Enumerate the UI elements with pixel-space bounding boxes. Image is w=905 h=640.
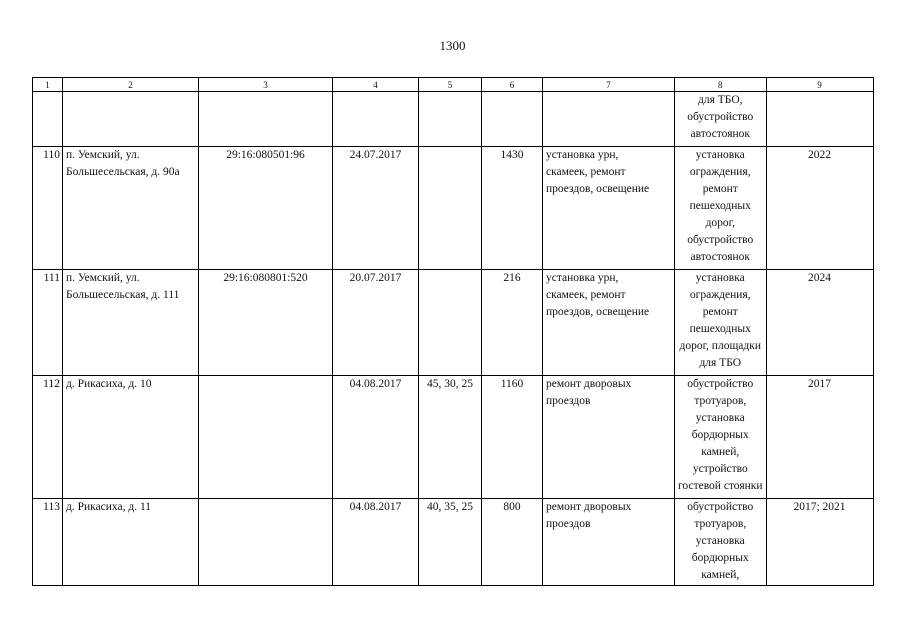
- year-cell: 2024: [766, 270, 873, 376]
- cadastral-number-cell: [199, 499, 333, 586]
- cell-text-line: д. Рикасиха, д. 10: [66, 378, 152, 390]
- row-number-cell: 113: [33, 499, 63, 586]
- cell-text-line: обустройство: [687, 234, 754, 246]
- cell-text-line: ограждения,: [689, 166, 751, 178]
- cell-text-line: камней,: [701, 569, 740, 581]
- planned-works-cell: [675, 499, 767, 586]
- cell-text-line: установка урн,: [546, 272, 619, 284]
- address-cell: [63, 92, 199, 147]
- works-cell: [543, 92, 675, 147]
- dimensions-cell: [419, 270, 482, 376]
- cell-text-line: ремонт дворовых: [546, 501, 632, 513]
- cadastral-number-cell: 29:16:080801:520: [199, 270, 333, 376]
- row-number-cell: 110: [33, 147, 63, 270]
- dimensions-cell: [419, 92, 482, 147]
- dimensions-cell: 40, 35, 25: [419, 499, 482, 586]
- works-cell: [543, 376, 675, 499]
- date-cell: [333, 92, 419, 147]
- cell-text-line: автостоянок: [690, 128, 750, 140]
- cell-text-line: установка: [695, 535, 745, 547]
- cell-text-line: для ТБО: [699, 357, 742, 369]
- cell-text-line: обустройство: [687, 378, 754, 390]
- column-header: 6: [482, 78, 543, 92]
- cell-text-line: проездов, освещение: [546, 183, 650, 195]
- cell-text-line: устройство: [692, 463, 748, 475]
- cadastral-number-cell: 29:16:080501:96: [199, 147, 333, 270]
- cell-text-line: установка урн,: [546, 149, 619, 161]
- address-cell: [63, 499, 199, 586]
- works-cell: [543, 499, 675, 586]
- cell-text-line: скамеек, ремонт: [546, 166, 626, 178]
- planned-works-cell: [675, 270, 767, 376]
- cell-text-line: бордюрных: [691, 552, 749, 564]
- area-cell: 216: [482, 270, 543, 376]
- table-row: [33, 376, 874, 499]
- row-number-cell: 112: [33, 376, 63, 499]
- cell-text-line: установка: [695, 412, 745, 424]
- address-cell: [63, 147, 199, 270]
- address-cell: [63, 270, 199, 376]
- area-cell: 1430: [482, 147, 543, 270]
- cell-text-line: установка: [695, 272, 745, 284]
- cell-text-line: пешеходных: [689, 323, 751, 335]
- date-cell: 24.07.2017: [333, 147, 419, 270]
- cell-text-line: тротуаров,: [694, 518, 747, 530]
- page-number: 1300: [439, 38, 466, 53]
- cell-text-line: п. Уемский, ул.: [66, 149, 140, 161]
- planned-works-cell: [675, 147, 767, 270]
- area-cell: [482, 92, 543, 147]
- area-cell: 800: [482, 499, 543, 586]
- cell-text-line: обустройство: [687, 501, 754, 513]
- column-header: 3: [199, 78, 333, 92]
- row-number-cell: 111: [33, 270, 63, 376]
- year-cell: 2017; 2021: [766, 499, 873, 586]
- cell-text-line: дорог,: [705, 217, 735, 229]
- date-cell: 04.08.2017: [333, 376, 419, 499]
- table-row: [33, 270, 874, 376]
- cell-text-line: ремонт: [702, 306, 738, 318]
- column-header: 7: [543, 78, 675, 92]
- register-table: [32, 77, 874, 586]
- cell-text-line: установка: [695, 149, 745, 161]
- cell-text-line: скамеек, ремонт: [546, 289, 626, 301]
- date-cell: 04.08.2017: [333, 499, 419, 586]
- cell-text-line: бордюрных: [691, 429, 749, 441]
- table-row: [33, 499, 874, 586]
- cell-text-line: тротуаров,: [694, 395, 747, 407]
- cadastral-number-cell: [199, 92, 333, 147]
- cell-text-line: гостевой стоянки: [678, 480, 763, 492]
- dimensions-cell: [419, 147, 482, 270]
- cell-text-line: Большесельская, д. 90а: [66, 166, 180, 178]
- cell-text-line: ограждения,: [689, 289, 751, 301]
- works-cell: [543, 147, 675, 270]
- column-header: 2: [63, 78, 199, 92]
- row-number-cell: [33, 92, 63, 147]
- cell-text-line: проездов: [546, 518, 591, 530]
- cell-text-line: для ТБО,: [698, 94, 743, 106]
- table-body: [33, 92, 874, 586]
- cell-text-line: ремонт дворовых: [546, 378, 632, 390]
- works-cell: [543, 270, 675, 376]
- cell-text-line: п. Уемский, ул.: [66, 272, 140, 284]
- cell-text-line: д. Рикасиха, д. 11: [66, 501, 152, 513]
- table-row: [33, 92, 874, 147]
- year-cell: 2017: [766, 376, 873, 499]
- table-row: [33, 147, 874, 270]
- cell-text-line: проездов, освещение: [546, 306, 650, 318]
- cell-text-line: автостоянок: [690, 251, 750, 263]
- column-header: 8: [675, 78, 767, 92]
- year-cell: 2022: [766, 147, 873, 270]
- cell-text-line: дорог, площадки: [679, 340, 761, 352]
- cell-text-line: камней,: [701, 446, 740, 458]
- column-header: 5: [419, 78, 482, 92]
- column-header: 1: [33, 78, 63, 92]
- dimensions-cell: 45, 30, 25: [419, 376, 482, 499]
- table-header: [33, 78, 874, 92]
- cell-text-line: ремонт: [702, 183, 738, 195]
- year-cell: [766, 92, 873, 147]
- area-cell: 1160: [482, 376, 543, 499]
- planned-works-cell: [675, 92, 767, 147]
- cadastral-number-cell: [199, 376, 333, 499]
- cell-text-line: обустройство: [687, 111, 754, 123]
- cell-text-line: пешеходных: [689, 200, 751, 212]
- cell-text-line: проездов: [546, 395, 591, 407]
- column-header: 9: [766, 78, 873, 92]
- address-cell: [63, 376, 199, 499]
- planned-works-cell: [675, 376, 767, 499]
- column-header: 4: [333, 78, 419, 92]
- date-cell: 20.07.2017: [333, 270, 419, 376]
- cell-text-line: Большесельская, д. 111: [66, 289, 180, 301]
